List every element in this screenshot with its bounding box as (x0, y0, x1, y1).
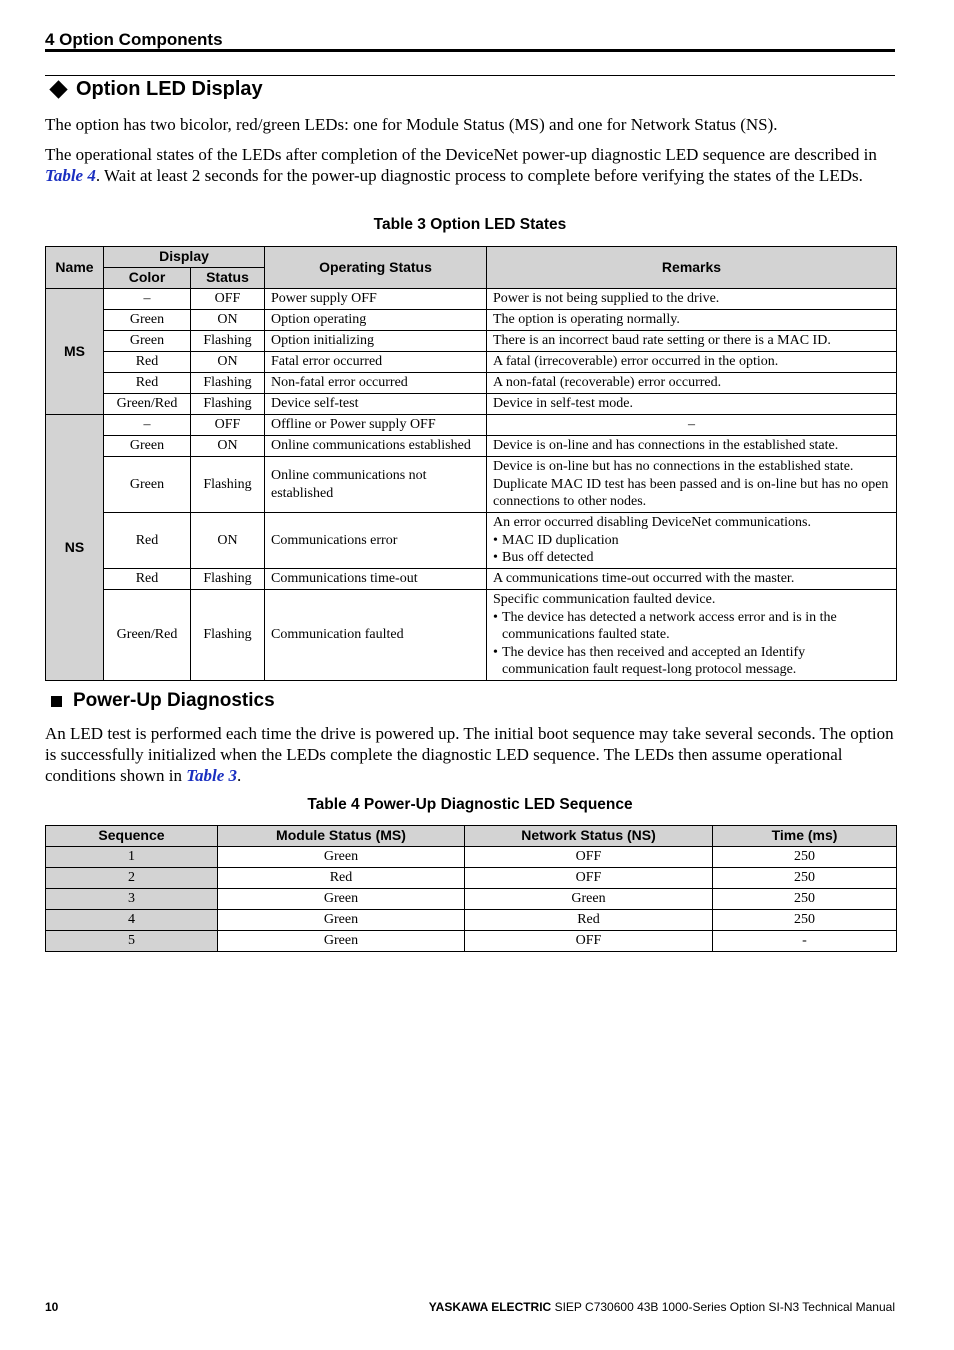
table3-link[interactable]: Table 3 (186, 766, 238, 785)
list-item: • Bus off detected (493, 549, 890, 567)
cell-module-status: Green (218, 931, 465, 952)
table4-caption: Table 4 Power-Up Diagnostic LED Sequence (307, 796, 633, 813)
cell-color: Green (104, 457, 191, 513)
remarks-text: Device in self-test mode. (493, 396, 633, 412)
remarks-text: Specific communication faulted device. (493, 592, 716, 608)
header-sequence: Sequence (46, 826, 218, 847)
cell-remarks (487, 513, 897, 569)
cell-time: 250 (713, 910, 897, 931)
cell-module-status: Green (218, 910, 465, 931)
cell-operating: Communications error (265, 513, 487, 569)
remarks-text: A communications time-out occurred with the master. (493, 571, 795, 587)
footer-brand: YASKAWA ELECTRIC (428, 1300, 552, 1314)
table-row (46, 373, 897, 394)
table-row (46, 513, 897, 569)
subsection-heading (48, 690, 275, 712)
table-row (46, 415, 897, 436)
cell-status: Flashing (191, 569, 265, 590)
cell-status: OFF (191, 415, 265, 436)
cell-sequence: 2 (46, 868, 218, 889)
cell-sequence: 5 (46, 931, 218, 952)
cell-network-status: OFF (465, 847, 713, 868)
cell-status: Flashing (191, 394, 265, 415)
header-module-status: Module Status (MS) (218, 826, 465, 847)
table-row (46, 590, 897, 681)
intro-paragraph: The option has two bicolor, red/green LEDs: one for Module Status (MS) and one for Network Status (NS). (45, 115, 778, 134)
footer-manual-title (429, 1300, 895, 1314)
section-title: Option LED Display (76, 78, 263, 100)
remarks-bullet-list (493, 532, 890, 567)
section-heading (48, 78, 263, 101)
cell-network-status: OFF (465, 868, 713, 889)
cell-status: ON (191, 436, 265, 457)
footer-manual: SIEP C730600 43B 1000-Series Option SI-N3 Technical Manual (551, 1300, 895, 1314)
header-display: Display (104, 247, 265, 268)
header-operating-status: Operating Status (265, 247, 487, 289)
cell-sequence: 3 (46, 889, 218, 910)
list-item: • The device has detected a network access error and is in the communications faulted state. (493, 609, 890, 644)
paragraph-text: The operational states of the LEDs after completion of the DeviceNet power-up diagnostic LED sequence are described in (45, 145, 877, 164)
cell-network-status: OFF (465, 931, 713, 952)
cell-color: Green (104, 436, 191, 457)
cell-time: 250 (713, 847, 897, 868)
header-remarks: Remarks (487, 247, 897, 289)
cell-sequence: 1 (46, 847, 218, 868)
cell-module-status: Red (218, 868, 465, 889)
header-network-status: Network Status (NS) (465, 826, 713, 847)
cell-remarks (487, 436, 897, 457)
cell-status: ON (191, 513, 265, 569)
cell-status: ON (191, 310, 265, 331)
cell-color: Red (104, 569, 191, 590)
option-led-states-table (45, 246, 897, 681)
cell-remarks (487, 310, 897, 331)
paragraph-text: An LED test is performed each time the drive is powered up. The initial boot sequence may take several seconds. The option is successfully initialized when the LEDs complete the diagnostic LED sequence. The LEDs then assume operational conditions shown in (45, 724, 894, 785)
remarks-text: Device is on-line but has no connections in the established state. Duplicate MAC ID test has been passed and is on-line but has no open connections to other nodes. (493, 459, 889, 510)
remarks-text: The option is operating normally. (493, 312, 680, 328)
remarks-text: A fatal (irrecoverable) error occurred in the option. (493, 354, 779, 370)
cell-operating: Offline or Power supply OFF (265, 415, 487, 436)
table-row (46, 889, 897, 910)
cell-color: Green/Red (104, 590, 191, 681)
cell-operating: Power supply OFF (265, 289, 487, 310)
remarks-text: A non-fatal (recoverable) error occurred. (493, 375, 722, 391)
cell-remarks (487, 289, 897, 310)
cell-operating: Fatal error occurred (265, 352, 487, 373)
cell-operating: Online communications not established (265, 457, 487, 513)
header-status: Status (191, 268, 265, 289)
cell-time: - (713, 931, 897, 952)
cell-time: 250 (713, 889, 897, 910)
cell-operating: Online communications established (265, 436, 487, 457)
cell-remarks (487, 394, 897, 415)
cell-remarks (487, 590, 897, 681)
table3-caption: Table 3 Option LED States (373, 216, 567, 233)
cell-color: Green (104, 331, 191, 352)
remarks-text: Device is on-line and has connections in the established state. (493, 438, 839, 454)
remarks-bullet-list (493, 609, 890, 679)
table-row (46, 847, 897, 868)
cell-color: – (104, 415, 191, 436)
led-name-ns: NS (46, 415, 104, 681)
remarks-text: There is an incorrect baud rate setting or there is a MAC ID. (493, 333, 831, 349)
table-row (46, 931, 897, 952)
cell-operating: Non-fatal error occurred (265, 373, 487, 394)
table-row (46, 436, 897, 457)
table4-link[interactable]: Table 4 (45, 166, 96, 185)
table-row (46, 394, 897, 415)
cell-remarks (487, 373, 897, 394)
list-item: • The device has then received and accepted an Identify communication fault request-long protocol message. (493, 644, 890, 679)
table-row (46, 457, 897, 513)
diamond-bullet-icon (49, 80, 67, 98)
header-time: Time (ms) (713, 826, 897, 847)
cell-color: – (104, 289, 191, 310)
list-item: • MAC ID duplication (493, 532, 890, 550)
cell-operating: Option operating (265, 310, 487, 331)
table-row (46, 910, 897, 931)
cell-time: 250 (713, 868, 897, 889)
cell-operating: Option initializing (265, 331, 487, 352)
cell-remarks (487, 352, 897, 373)
cell-status: Flashing (191, 331, 265, 352)
power-up-sequence-table (45, 825, 897, 952)
table-row (46, 352, 897, 373)
square-bullet-icon (51, 696, 62, 707)
table-row (46, 569, 897, 590)
cell-color: Green (104, 310, 191, 331)
cell-color: Red (104, 513, 191, 569)
cell-operating: Device self-test (265, 394, 487, 415)
table-row (46, 331, 897, 352)
header-rule (45, 49, 895, 52)
table-row (46, 868, 897, 889)
table-row (46, 310, 897, 331)
cell-remarks (487, 415, 897, 436)
cell-color: Red (104, 352, 191, 373)
led-name-ms: MS (46, 289, 104, 415)
header-color: Color (104, 268, 191, 289)
cell-status: ON (191, 352, 265, 373)
cell-status: Flashing (191, 457, 265, 513)
cell-module-status: Green (218, 847, 465, 868)
section-rule (45, 75, 895, 76)
cell-network-status: Green (465, 889, 713, 910)
cell-sequence: 4 (46, 910, 218, 931)
cell-module-status: Green (218, 889, 465, 910)
cell-remarks (487, 457, 897, 513)
paragraph-text: . (237, 766, 242, 785)
cell-status: OFF (191, 289, 265, 310)
cell-remarks (487, 331, 897, 352)
header-name: Name (46, 247, 104, 289)
remarks-text: An error occurred disabling DeviceNet communications. (493, 515, 812, 531)
cell-status: Flashing (191, 373, 265, 394)
cell-network-status: Red (465, 910, 713, 931)
remarks-text: – (688, 417, 695, 433)
cell-operating: Communications time-out (265, 569, 487, 590)
page-header: 4 Option Components (45, 30, 223, 49)
remarks-text: Power is not being supplied to the drive. (493, 291, 720, 307)
paragraph-text: . Wait at least 2 seconds for the power-up diagnostic process to complete before verifying the states of the LEDs. (95, 166, 863, 185)
power-up-paragraph (45, 723, 897, 786)
led-states-paragraph (45, 144, 897, 186)
table-row (46, 289, 897, 310)
cell-status: Flashing (191, 590, 265, 681)
cell-remarks (487, 569, 897, 590)
subsection-title: Power-Up Diagnostics (73, 690, 275, 711)
cell-color: Red (104, 373, 191, 394)
page-number: 10 (45, 1300, 59, 1314)
cell-operating: Communication faulted (265, 590, 487, 681)
cell-color: Green/Red (104, 394, 191, 415)
